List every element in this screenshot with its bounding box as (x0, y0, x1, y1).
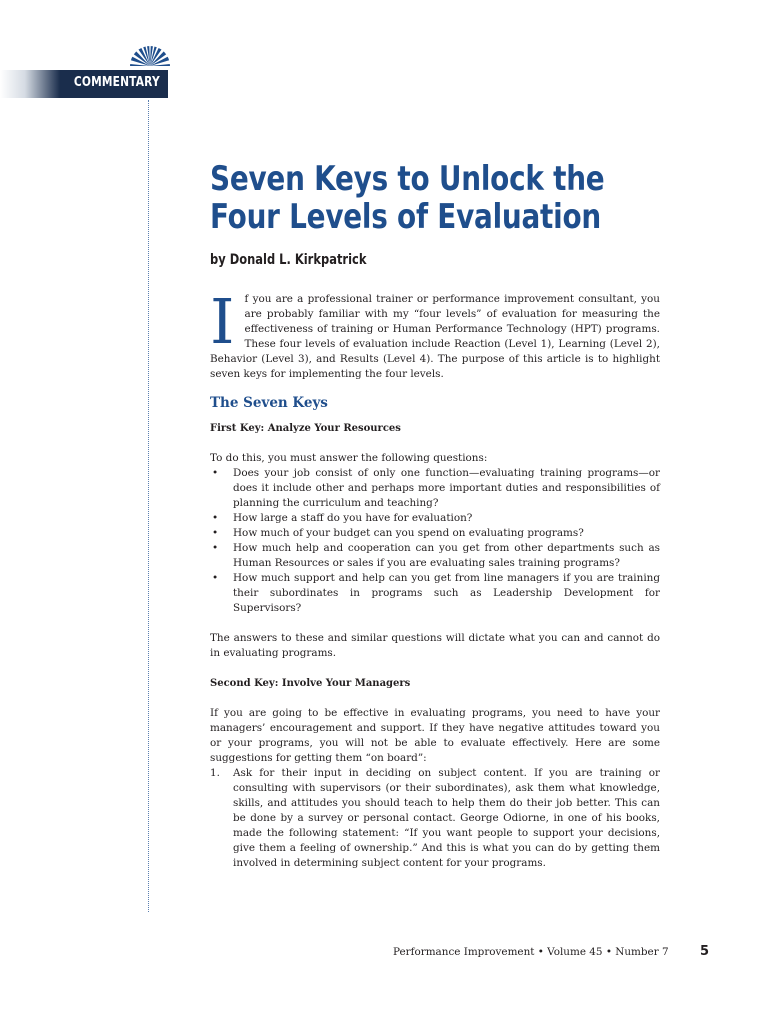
list-item: • How much of your budget can you spend on evaluating programs? (212, 527, 584, 539)
intro-paragraph (210, 285, 660, 382)
page-number: 5 (700, 944, 710, 959)
list-number: 1. (210, 767, 220, 779)
title-line-1: Seven Keys to Unlock the (210, 159, 605, 199)
section-label: COMMENTARY (74, 75, 160, 90)
list-item: • How large a staff do you have for evaluation? (212, 512, 473, 524)
section-heading: The Seven Keys (210, 395, 328, 411)
key2-numbered-list (210, 766, 660, 871)
list-item: 1. Ask for their input in deciding on subject content. If you are training or consulting with supervisors (or their subordinates), ask them what knowledge, skills, and attitudes you should teach to help them do their job better. This can be done by a survey or personal contact. George Odiorne, in one of his books, made the following statement: “If you want people to support your decisions, give them a feeling of ownership.” And this is what you can do by getting them involved in determining subject content for your programs. (210, 767, 660, 869)
key2-heading: Second Key: Involve Your Managers (210, 678, 411, 689)
list-item: • How much help and cooperation can you get from other departments such as Human Resources or sales if you are evaluating sales training programs? (212, 542, 660, 569)
bullet-icon: • (212, 572, 219, 584)
section-band (0, 70, 168, 98)
bullet-icon: • (212, 527, 219, 539)
bullet-icon: • (212, 467, 219, 479)
article-title (210, 160, 604, 236)
list-item: • Does your job consist of only one function—evaluating training programs—or does it include other and perhaps more important duties and responsibilities of planning the curriculum and teaching? (212, 467, 660, 509)
sunburst-logo-icon (130, 30, 170, 70)
bullet-icon: • (212, 512, 219, 524)
key1-bullet-list (210, 466, 660, 616)
drop-cap: I (210, 285, 235, 358)
list-item: • How much support and help can you get from line managers if you are training their subordinates in programs such as Leadership Development for Supervisors? (212, 572, 660, 614)
key1-closing: The answers to these and similar questions will dictate what you can and cannot do in evaluating programs. (210, 632, 660, 659)
byline: by Donald L. Kirkpatrick (210, 252, 367, 268)
article-body (210, 285, 660, 871)
title-line-2: Four Levels of Evaluation (210, 197, 601, 237)
key1-heading: First Key: Analyze Your Resources (210, 423, 401, 434)
intro-text: f you are a professional trainer or performance improvement consultant, you are probably familiar with my “four levels” of evaluation for measuring the effectiveness of training or Human Performance Technology (HPT) programs. These four levels of evaluation include Reaction (Level 1), Learning (Level 2), Behavior (Level 3), and Results (Level 4). The purpose of this article is to highlight seven keys for implementing the four levels. (210, 293, 660, 380)
footer-journal: Performance Improvement • Volume 45 • Number 7 (393, 946, 669, 958)
bullet-icon: • (212, 542, 219, 554)
key2-lead: If you are going to be effective in evaluating programs, you need to have your managers’ encouragement and support. If they have negative attitudes toward you or your programs, you will not be able to evaluate effectively. Here are some suggestions for getting them “on board”: (210, 707, 660, 764)
key1-lead: To do this, you must answer the following questions: (210, 452, 488, 464)
margin-dotted-rule (148, 100, 149, 912)
